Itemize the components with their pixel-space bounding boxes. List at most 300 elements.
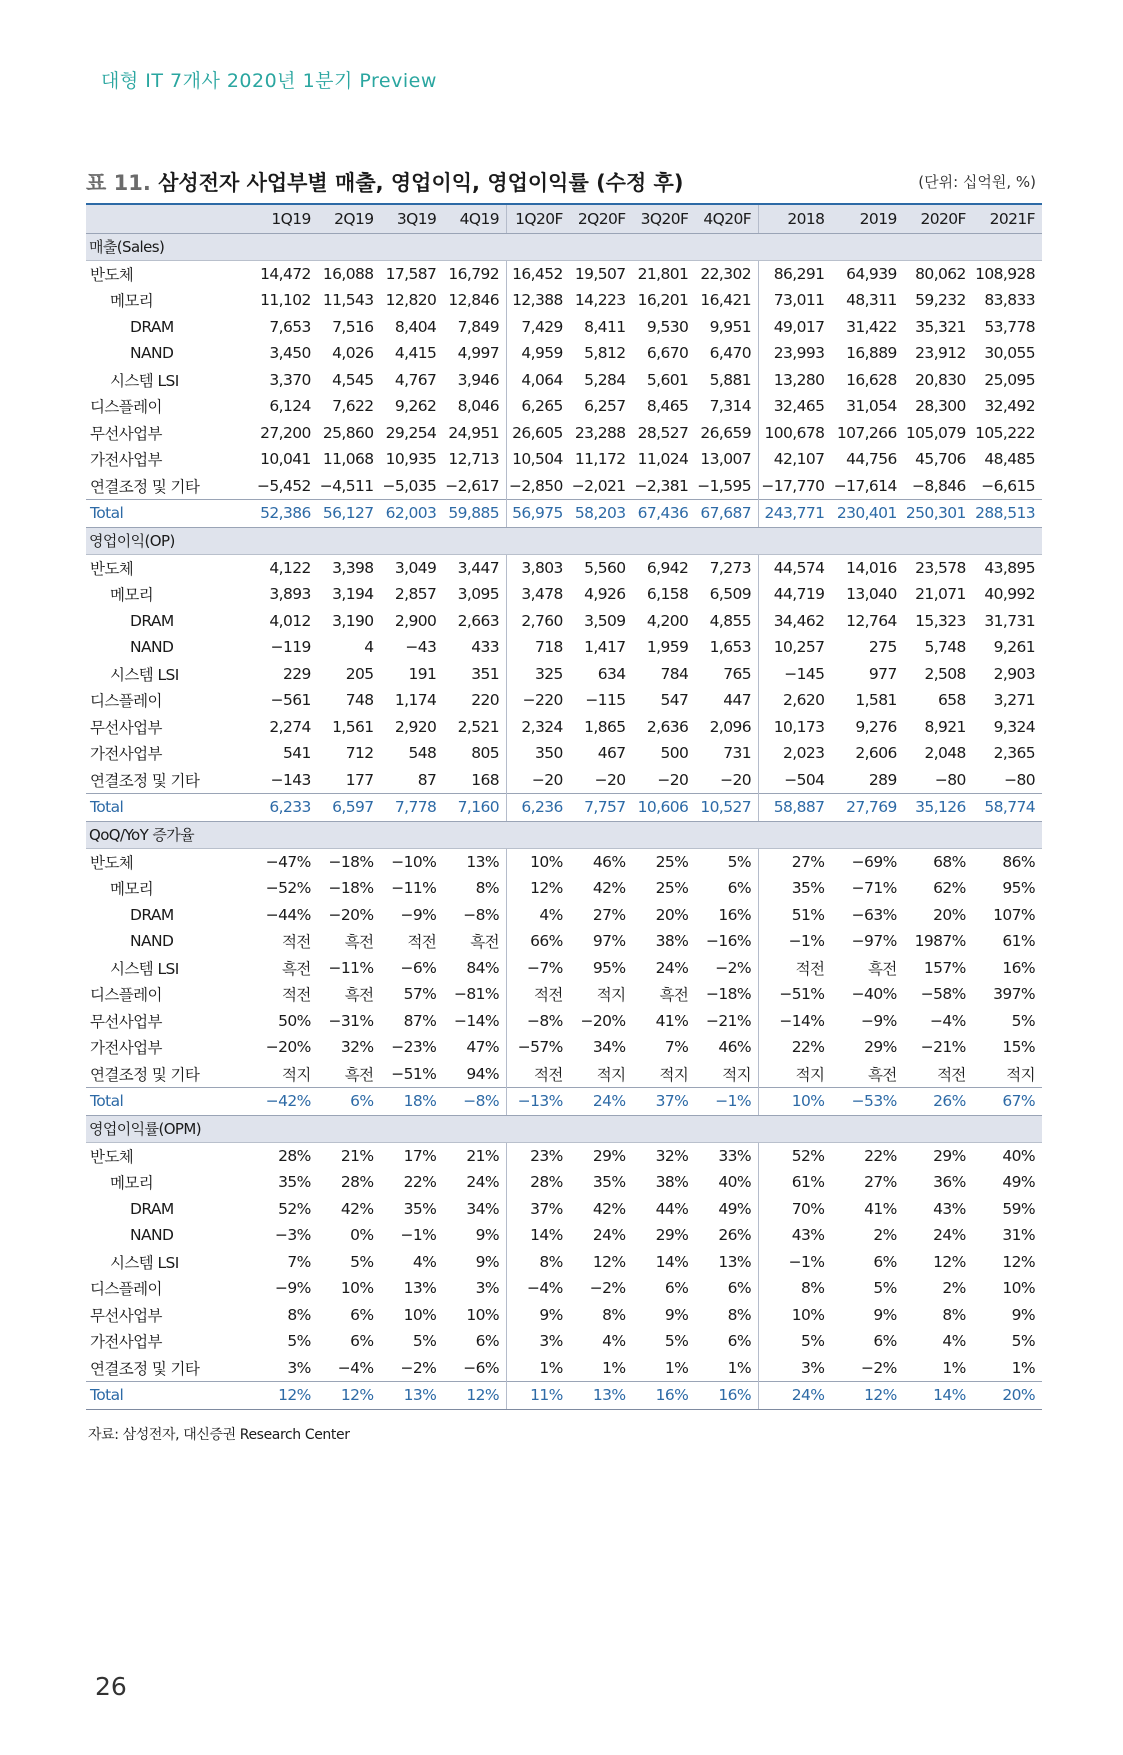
table-cell: −2%: [860, 1358, 897, 1377]
table-cell: 44,574: [773, 558, 825, 577]
table-cell: −51%: [779, 985, 825, 1004]
table-cell: 4,200: [646, 611, 689, 630]
table-cell: 47%: [443, 1034, 506, 1061]
table-cell: 28,300: [915, 397, 966, 416]
table-cell: 105,222: [975, 423, 1035, 442]
table-cell: 25,860: [322, 423, 374, 442]
table-cell: −1%: [788, 932, 825, 951]
table-cell: 10%: [403, 1305, 437, 1324]
table-cell: 43,895: [984, 558, 1035, 577]
column-header: 2Q19: [318, 204, 381, 233]
row-label: 연결조정 및 기타: [90, 771, 200, 790]
table-cell: 15,323: [915, 611, 966, 630]
table-cell: 2,365: [993, 744, 1035, 763]
table-cell: 10%: [530, 852, 563, 871]
table-cell: −18%: [695, 981, 758, 1008]
table-cell: −5,035: [382, 476, 437, 495]
header-corner: [86, 204, 255, 233]
table-cell: 25%: [655, 852, 689, 871]
table-cell: 7,160: [443, 794, 506, 822]
table-cell: 13,280: [773, 370, 825, 389]
row-label: 시스템 LSI: [110, 1253, 179, 1272]
table-cell: 2,636: [646, 717, 689, 736]
table-cell: 205: [345, 664, 374, 683]
row-label: 디스플레이: [90, 1280, 162, 1299]
table-cell: −2%: [400, 1358, 437, 1377]
table-cell: −145: [784, 664, 825, 683]
table-row: [86, 446, 1042, 473]
table-cell: 12%: [443, 1382, 506, 1410]
table-cell: −69%: [851, 852, 897, 871]
table-body: [86, 233, 1042, 1409]
table-cell: −119: [270, 638, 311, 657]
table-cell: 8%: [602, 1305, 626, 1324]
table-cell: 49%: [1002, 1173, 1035, 1192]
table-cell: 5%: [1011, 1011, 1035, 1030]
table-row: [86, 554, 1042, 581]
row-label: 디스플레이: [90, 398, 162, 417]
table-cell: 547: [660, 691, 689, 710]
table-cell: 9,530: [646, 317, 689, 336]
table-cell: 61%: [791, 1173, 825, 1192]
table-row: [86, 767, 1042, 794]
table-cell: 243,771: [759, 500, 832, 528]
table-cell: 적지: [795, 1065, 825, 1084]
table-cell: 15%: [1002, 1038, 1035, 1057]
table-cell: −20%: [580, 1011, 626, 1030]
table-cell: 1%: [664, 1358, 689, 1377]
table-cell: 7,273: [695, 554, 758, 581]
table-cell: 41%: [655, 1011, 689, 1030]
table-cell: −504: [784, 770, 825, 789]
table-cell: 13%: [695, 1249, 758, 1276]
table-cell: −52%: [265, 879, 311, 898]
table-row: [86, 420, 1042, 447]
table-cell: 95%: [592, 958, 626, 977]
table-cell: 46%: [695, 1034, 758, 1061]
table-row: [86, 287, 1042, 314]
table-cell: −2,381: [634, 476, 689, 495]
table-cell: 10%: [791, 1305, 825, 1324]
table-cell: 8%: [287, 1305, 311, 1324]
table-cell: 805: [443, 740, 506, 767]
table-cell: −20: [695, 767, 758, 794]
table-cell: −2,617: [443, 473, 506, 500]
table-cell: 9,262: [394, 397, 437, 416]
table-cell: 66%: [530, 932, 563, 951]
table-cell: −81%: [443, 981, 506, 1008]
table-cell: 29%: [933, 1146, 966, 1165]
table-row: [86, 608, 1042, 635]
table-cell: −1%: [400, 1226, 437, 1245]
table-cell: 634: [597, 664, 626, 683]
table-cell: 1%: [602, 1358, 626, 1377]
table-cell: −44%: [265, 905, 311, 924]
table-cell: 적전: [937, 1065, 966, 1084]
table-row: [86, 714, 1042, 741]
table-cell: 49%: [695, 1196, 758, 1223]
table-cell: 1%: [695, 1355, 758, 1382]
table-cell: 2,324: [521, 717, 563, 736]
table-row: [86, 1249, 1042, 1276]
row-label: Total: [86, 794, 255, 822]
table-cell: 68%: [933, 852, 966, 871]
table-cell: 2,620: [783, 691, 825, 710]
table-cell: 13%: [381, 1382, 444, 1410]
table-cell: 19,507: [574, 264, 626, 283]
table-cell: 12,388: [512, 291, 563, 310]
table-cell: 16%: [633, 1382, 696, 1410]
table-cell: 6%: [350, 1305, 374, 1324]
table-cell: 6,942: [646, 558, 689, 577]
table-cell: 731: [695, 740, 758, 767]
row-label: 가전사업부: [90, 451, 162, 470]
table-cell: 3,803: [521, 558, 563, 577]
table-cell: 23,288: [574, 423, 626, 442]
table-cell: 22%: [403, 1173, 437, 1192]
table-cell: 12,846: [443, 287, 506, 314]
table-cell: −8%: [443, 1088, 506, 1116]
table-cell: 14%: [655, 1252, 689, 1271]
table-cell: 3,447: [443, 554, 506, 581]
table-cell: 11,102: [260, 291, 311, 310]
table-cell: −2%: [589, 1279, 626, 1298]
table-row: [86, 1222, 1042, 1249]
table-cell: 48,311: [846, 291, 897, 310]
table-cell: 541: [282, 744, 311, 763]
table-cell: −143: [270, 770, 311, 789]
table-cell: 35%: [791, 879, 825, 898]
row-label: 메모리: [110, 880, 154, 899]
table-cell: 73,011: [773, 291, 825, 310]
table-cell: 94%: [443, 1061, 506, 1088]
table-cell: 1987%: [914, 932, 966, 951]
table-cell: −7%: [527, 958, 563, 977]
table-cell: 52%: [791, 1146, 825, 1165]
table-cell: 30,055: [984, 344, 1035, 363]
table-row: [86, 581, 1042, 608]
row-label: NAND: [130, 1226, 174, 1245]
table-cell: 5%: [801, 1332, 825, 1351]
table-cell: 43%: [933, 1199, 966, 1218]
table-cell: 288,513: [973, 500, 1042, 528]
table-cell: −80: [934, 770, 966, 789]
table-cell: 1,581: [855, 691, 897, 710]
table-cell: 25%: [655, 879, 689, 898]
table-cell: 2,096: [695, 714, 758, 741]
table-cell: 7,622: [332, 397, 374, 416]
table-cell: 4: [364, 638, 374, 657]
table-row: [86, 1302, 1042, 1329]
table-cell: 8,046: [443, 393, 506, 420]
column-header: 3Q19: [381, 204, 444, 233]
table-cell: 26%: [904, 1088, 973, 1116]
row-label: 가전사업부: [90, 745, 162, 764]
table-cell: 28%: [340, 1173, 374, 1192]
table-cell: −20: [531, 770, 563, 789]
section-title: 매출(Sales): [86, 233, 1042, 260]
table-cell: 62,003: [381, 500, 444, 528]
table-cell: 14,016: [846, 558, 897, 577]
table-cell: 22%: [791, 1038, 825, 1057]
table-cell: 12%: [933, 1252, 966, 1271]
table-cell: 흑전: [344, 1065, 374, 1084]
table-cell: 83,833: [984, 291, 1035, 310]
table-cell: 35%: [278, 1173, 311, 1192]
table-cell: 35,321: [915, 317, 966, 336]
table-cell: 53,778: [984, 317, 1035, 336]
table-row: [86, 955, 1042, 982]
table-cell: 467: [597, 744, 626, 763]
table-cell: −21%: [920, 1038, 966, 1057]
table-cell: 250,301: [904, 500, 973, 528]
table-cell: 27%: [791, 852, 825, 871]
row-label: 무선사업부: [90, 1012, 162, 1031]
table-cell: 5,748: [924, 638, 966, 657]
table-row: [86, 981, 1042, 1008]
table-cell: 2,903: [993, 664, 1035, 683]
table-cell: 22%: [864, 1146, 897, 1165]
table-cell: 14%: [904, 1382, 973, 1410]
table-cell: 4,012: [269, 611, 311, 630]
table-cell: 748: [345, 691, 374, 710]
table-row: [86, 1008, 1042, 1035]
table-cell: 9%: [539, 1305, 563, 1324]
table-cell: 1%: [942, 1358, 966, 1377]
table-cell: 34,462: [773, 611, 825, 630]
table-cell: 9,276: [855, 717, 897, 736]
table-cell: 4%: [602, 1332, 626, 1351]
row-label: 무선사업부: [90, 1306, 162, 1325]
table-cell: 95%: [1002, 879, 1035, 898]
table-cell: 24%: [933, 1226, 966, 1245]
table-cell: 220: [443, 687, 506, 714]
column-header: 2018: [759, 204, 832, 233]
table-cell: 12,713: [443, 446, 506, 473]
table-cell: 107%: [993, 905, 1035, 924]
section-title: 영업이익(OP): [86, 527, 1042, 554]
table-cell: 27,200: [260, 423, 311, 442]
row-label: NAND: [130, 932, 174, 951]
table-cell: 52,386: [255, 500, 318, 528]
table-cell: −9%: [400, 905, 437, 924]
table-cell: 67%: [973, 1088, 1042, 1116]
table-cell: −10%: [391, 852, 437, 871]
table-cell: 718: [534, 638, 563, 657]
table-cell: 13%: [403, 1279, 437, 1298]
table-cell: 4,122: [269, 558, 311, 577]
table-row: [86, 367, 1042, 394]
table-cell: 21%: [340, 1146, 374, 1165]
table-cell: 3%: [443, 1275, 506, 1302]
table-cell: 11,024: [637, 450, 689, 469]
table-cell: 29%: [864, 1038, 897, 1057]
table-cell: 8%: [801, 1279, 825, 1298]
row-label: 디스플레이: [90, 986, 162, 1005]
table-cell: 흑전: [867, 959, 897, 978]
table-cell: 흑전: [443, 928, 506, 955]
table-cell: 9%: [443, 1249, 506, 1276]
table-cell: 4,026: [332, 344, 374, 363]
table-cell: 42%: [592, 879, 626, 898]
table-cell: 12,764: [846, 611, 897, 630]
table-cell: 56,975: [507, 500, 570, 528]
table-cell: 350: [534, 744, 563, 763]
table-cell: 42,107: [773, 450, 825, 469]
table-row: [86, 875, 1042, 902]
table-cell: 28%: [278, 1146, 311, 1165]
table-cell: 12,820: [385, 291, 437, 310]
table-cell: 11,068: [322, 450, 374, 469]
table-cell: 8,404: [394, 317, 437, 336]
table-cell: −16%: [695, 928, 758, 955]
table-cell: 397%: [993, 985, 1035, 1004]
row-label: 무선사업부: [90, 424, 162, 443]
table-row: [86, 740, 1042, 767]
running-header: 대형 IT 7개사 2020년 1분기 Preview: [101, 70, 437, 92]
table-cell: 5%: [1011, 1332, 1035, 1351]
table-row: [86, 1142, 1042, 1169]
table-cell: 20,830: [915, 370, 966, 389]
table-cell: 13,040: [846, 585, 897, 604]
table-cell: 2,857: [394, 585, 437, 604]
table-cell: 3,398: [332, 558, 374, 577]
table-row: [86, 1328, 1042, 1355]
table-cell: 24%: [592, 1226, 626, 1245]
table-cell: 1,959: [646, 638, 689, 657]
financial-table: [86, 203, 1042, 1410]
unit-note: (단위: 십억원, %): [918, 173, 1036, 191]
table-cell: 4,064: [521, 370, 563, 389]
table-cell: 16,792: [443, 260, 506, 287]
table-cell: 9%: [873, 1305, 897, 1324]
table-row: [86, 314, 1042, 341]
table-cell: 적지: [596, 1065, 626, 1084]
row-label: 메모리: [110, 586, 154, 605]
table-cell: 3%: [801, 1358, 825, 1377]
table-cell: 적전: [795, 959, 825, 978]
table-cell: 16,201: [637, 291, 689, 310]
table-cell: 2,900: [394, 611, 437, 630]
table-cell: −63%: [851, 905, 897, 924]
table-cell: 6%: [695, 875, 758, 902]
table-cell: 23,578: [915, 558, 966, 577]
table-cell: −8%: [527, 1011, 563, 1030]
table-cell: 6%: [350, 1332, 374, 1351]
table-cell: 10%: [340, 1279, 374, 1298]
row-label: 시스템 LSI: [110, 959, 179, 978]
table-cell: 흑전: [344, 933, 374, 952]
table-cell: −21%: [695, 1008, 758, 1035]
table-cell: 18%: [381, 1088, 444, 1116]
row-label: NAND: [130, 344, 174, 363]
row-label: Total: [86, 1382, 255, 1410]
row-label: DRAM: [130, 1199, 174, 1218]
table-cell: 적지: [1006, 1065, 1035, 1084]
table-row: [86, 1355, 1042, 1382]
table-row: [86, 260, 1042, 287]
column-header: 2021F: [973, 204, 1042, 233]
table-cell: 24%: [759, 1382, 832, 1410]
table-cell: 24%: [443, 1169, 506, 1196]
table-cell: 3,194: [332, 585, 374, 604]
table-cell: 16%: [1002, 958, 1035, 977]
table-cell: 28%: [530, 1173, 563, 1192]
table-cell: 34%: [592, 1038, 626, 1057]
table-cell: 7,314: [695, 393, 758, 420]
table-cell: 3,450: [269, 344, 311, 363]
table-cell: 325: [534, 664, 563, 683]
table-cell: 9%: [664, 1305, 689, 1324]
table-cell: 87: [417, 770, 437, 789]
table-cell: 3,509: [584, 611, 626, 630]
table-cell: 흑전: [344, 986, 374, 1005]
table-cell: 100,678: [764, 423, 825, 442]
table-cell: −17,614: [833, 476, 897, 495]
table-cell: 4,926: [584, 585, 626, 604]
table-cell: 27,769: [831, 794, 903, 822]
table-cell: 7,757: [570, 794, 633, 822]
table-cell: 12%: [1002, 1252, 1035, 1271]
table-cell: 67,687: [695, 500, 758, 528]
table-cell: 10%: [759, 1088, 832, 1116]
table-cell: 35%: [403, 1199, 437, 1218]
table-cell: 48,485: [984, 450, 1035, 469]
table-cell: 8%: [443, 875, 506, 902]
table-cell: 6%: [664, 1279, 689, 1298]
table-cell: −71%: [851, 879, 897, 898]
table-cell: 3,190: [332, 611, 374, 630]
table-cell: 흑전: [867, 1065, 897, 1084]
table-cell: 1,561: [332, 717, 374, 736]
row-label: 메모리: [110, 292, 154, 311]
table-cell: 191: [408, 664, 437, 683]
table-cell: 16,889: [846, 344, 897, 363]
table-cell: 8,921: [924, 717, 966, 736]
table-cell: 2,521: [443, 714, 506, 741]
row-label: 반도체: [90, 1147, 134, 1166]
table-cell: 42%: [340, 1199, 374, 1218]
table-cell: 16,452: [512, 264, 563, 283]
table-cell: −20%: [328, 905, 374, 924]
table-cell: 3,370: [269, 370, 311, 389]
table-cell: 14%: [530, 1226, 563, 1245]
table-cell: −80: [1004, 770, 1035, 789]
table-cell: 58,203: [570, 500, 633, 528]
table-cell: 2,663: [443, 608, 506, 635]
table-cell: 5%: [664, 1332, 689, 1351]
total-row: [86, 500, 1042, 528]
table-cell: 9,324: [993, 717, 1035, 736]
table-cell: 3,478: [521, 585, 563, 604]
table-cell: 4%: [539, 905, 563, 924]
table-cell: 289: [868, 770, 897, 789]
table-cell: 6,124: [269, 397, 311, 416]
table-cell: 58,774: [973, 794, 1042, 822]
table-cell: 6%: [695, 1275, 758, 1302]
table-cell: 31,054: [846, 397, 897, 416]
table-cell: 2%: [873, 1226, 897, 1245]
table-cell: 658: [938, 691, 966, 710]
table-row: [86, 902, 1042, 929]
row-label: 반도체: [90, 265, 134, 284]
table-cell: 9,261: [993, 638, 1035, 657]
table-cell: 3,095: [443, 581, 506, 608]
table-cell: 13%: [443, 848, 506, 875]
table-cell: 16%: [695, 902, 758, 929]
table-cell: 157%: [923, 958, 966, 977]
table-cell: 24%: [655, 958, 689, 977]
